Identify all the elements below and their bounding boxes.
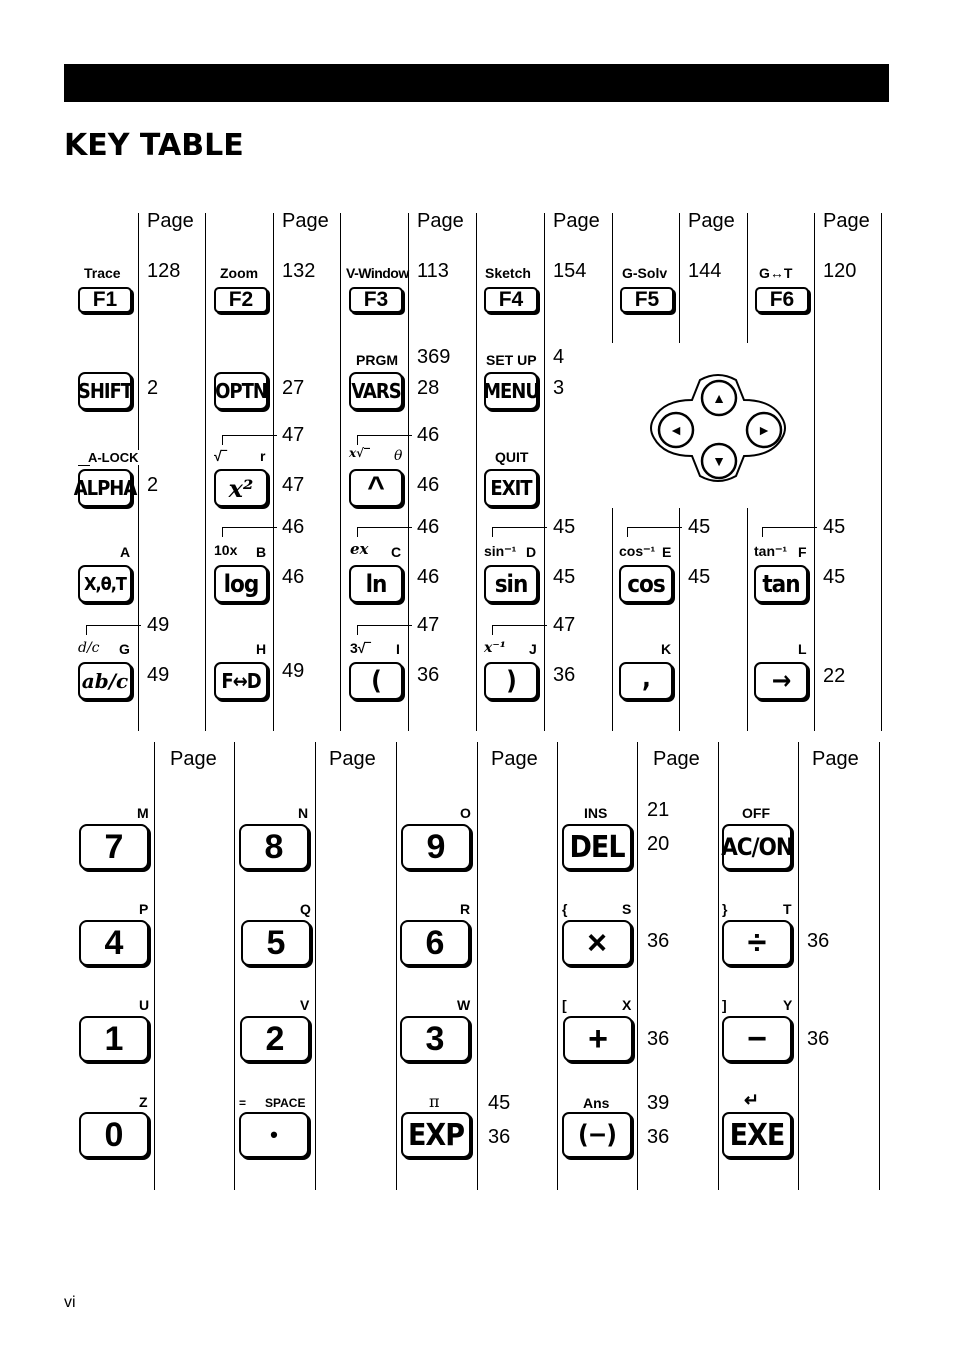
page-number: 36 [647,1126,670,1148]
fd-key[interactable]: F↔D [214,662,268,700]
page-number: 46 [282,516,305,538]
key-caption: } [722,901,728,917]
page-number: 36 [553,664,576,686]
key-caption: sin⁻¹ [484,543,517,559]
key-caption: INS [584,805,608,821]
ln-key[interactable]: ln [349,565,403,603]
page-title: KEY TABLE [64,128,244,163]
key-caption: x⁻¹ [484,640,506,656]
ac-on-key[interactable]: AC/ON [722,824,792,870]
leader-line [222,435,223,445]
page-header: Page [170,748,217,770]
key-caption: K [661,641,672,657]
leader-line [357,435,412,436]
page-number: 20 [647,833,670,855]
page-number: 45 [823,566,846,588]
key-caption: √‾ [214,448,227,464]
page-header: Page [282,210,329,232]
tan-key[interactable]: tan [754,565,808,603]
key-caption: Sketch [485,265,531,281]
leader-line [762,527,763,537]
key-caption: L [798,641,807,657]
page-number: 21 [647,799,670,821]
leader-line [357,625,412,626]
key-caption: D [526,544,537,560]
page-number: 27 [282,377,305,399]
column-divider [544,213,545,731]
page-number: 36 [647,930,670,952]
up-arrow-icon[interactable]: ▲ [712,390,726,406]
key-caption: T [783,901,792,917]
column-divider [637,742,638,1190]
key-caption: SET UP [486,352,537,368]
page-number: 120 [823,260,857,282]
page-number: 144 [688,260,722,282]
page-number: 28 [417,377,440,399]
column-divider [679,213,680,343]
digit-2-key[interactable]: 2 [240,1016,310,1062]
key-caption: { [562,901,568,917]
column-divider [477,742,478,1190]
key-caption: Q [300,901,311,917]
exp-key[interactable]: EXP [401,1112,471,1158]
page-number: 45 [688,516,711,538]
leader-line [86,625,87,635]
digit-8-key[interactable]: 8 [239,824,309,870]
page-number: 36 [417,664,440,686]
leader-line [222,527,223,537]
key-caption: d/c [78,640,100,656]
return-icon: ↵ [744,1090,760,1110]
digit-6-key[interactable]: 6 [400,920,470,966]
page-header: Page [491,748,538,770]
exe-key[interactable]: EXE [722,1112,792,1158]
key-caption: PRGM [356,352,398,368]
leader-line [492,527,547,528]
key-caption: N [298,805,309,821]
key-caption: W [457,997,471,1013]
column-divider [234,742,235,1190]
digit-1-key[interactable]: 1 [79,1016,149,1062]
leader-line [357,625,358,635]
key-caption: 3√‾ [350,640,371,656]
square-key[interactable]: x² [214,469,268,507]
page-number: 3 [553,377,565,399]
page-number: 47 [417,614,440,636]
page-header: Page [688,210,735,232]
leader-line [222,527,277,528]
page-number: 2 [147,377,159,399]
leader-line [357,527,412,528]
leader-line [357,435,358,445]
key-caption: x√‾ [349,446,371,460]
column-divider [718,742,719,1190]
page-number: 49 [282,660,305,682]
page-number: 22 [823,665,846,687]
cos-key[interactable]: cos [619,565,673,603]
del-key[interactable]: DEL [562,824,632,870]
column-divider [612,508,613,731]
page-number: 4 [553,346,565,368]
cursor-pad[interactable] [648,372,788,484]
page-header: Page [653,748,700,770]
page-number: 45 [488,1092,511,1114]
key-caption: J [529,641,537,657]
key-caption: A-LOCK [78,449,141,465]
sin-key[interactable]: sin [484,565,538,603]
page-number: 45 [823,516,846,538]
minus-key[interactable]: − [722,1016,792,1062]
leader-line [762,527,817,528]
leader-line [492,625,547,626]
f1-key[interactable]: F1 [78,287,132,313]
key-caption: tan⁻¹ [754,543,788,559]
digit-7-key[interactable]: 7 [79,824,149,870]
key-caption: ] [722,997,727,1013]
page-number: 2 [147,474,159,496]
page-header: Page [147,210,194,232]
comma-key[interactable]: , [619,662,673,700]
key-caption: θ [394,448,403,464]
key-caption: SPACE [265,1096,306,1110]
column-divider [747,213,748,343]
key-caption: [ [562,997,567,1013]
page-header: Page [329,748,376,770]
key-caption: Ans [583,1095,610,1111]
key-caption: Y [783,997,793,1013]
leader-line [86,625,141,626]
key-caption: Zoom [220,265,259,281]
key-caption: π [429,1092,440,1111]
page-number: 46 [417,474,440,496]
key-caption: M [137,805,149,821]
power-key[interactable]: ^ [349,469,403,507]
key-caption: OFF [742,805,770,821]
column-divider [814,213,815,731]
divide-key[interactable]: ÷ [722,920,792,966]
page-number: 128 [147,260,181,282]
key-caption: V [300,997,310,1013]
digit-4-key[interactable]: 4 [79,920,149,966]
digit-0-key[interactable]: 0 [79,1112,149,1158]
key-caption: QUIT [495,449,529,465]
page-number: 49 [147,614,170,636]
column-divider [679,508,680,731]
key-caption: X [622,997,632,1013]
column-divider [396,742,397,1190]
digit-3-key[interactable]: 3 [400,1016,470,1062]
key-caption: 10x [214,542,238,558]
leader-line [492,527,493,537]
key-caption: C [391,544,402,560]
column-divider [154,742,155,1190]
column-divider [798,742,799,1190]
key-caption: ex [350,540,369,558]
left-arrow-icon[interactable]: ◄ [669,422,683,438]
column-divider [557,742,558,1190]
key-caption: U [139,997,150,1013]
fraction-key[interactable]: ab/c [78,662,132,700]
f4-key[interactable]: F4 [484,287,538,313]
decimal-point-key[interactable]: • [239,1112,309,1158]
page-number: 47 [282,424,305,446]
column-divider [881,213,882,731]
key-caption: A [120,544,131,560]
column-divider [273,213,274,731]
page-header: Page [812,748,859,770]
alpha-key[interactable]: ALPHA [78,469,132,507]
page-number: 45 [553,566,576,588]
open-paren-key[interactable]: ( [349,662,403,700]
page-number: 49 [147,664,170,686]
shift-key[interactable]: SHIFT [78,372,132,410]
column-divider [879,742,880,1190]
f2-key[interactable]: F2 [214,287,268,313]
vars-key[interactable]: VARS [349,372,403,410]
page-number: 46 [417,424,440,446]
key-caption: G [119,641,130,657]
page-number: 36 [488,1126,511,1148]
exit-key[interactable]: EXIT [484,469,538,507]
key-caption: H [256,641,267,657]
page-number-footer: vi [64,1294,76,1311]
page-number: 39 [647,1092,670,1114]
column-divider [205,213,206,731]
page-number: 45 [688,566,711,588]
digit-5-key[interactable]: 5 [241,920,311,966]
negative-key[interactable]: (−) [562,1112,632,1158]
f3-key[interactable]: F3 [349,287,403,313]
leader-line [222,435,277,436]
page-number: 113 [417,260,449,282]
column-divider [340,213,341,731]
leader-line [627,527,628,537]
f6-key[interactable]: F6 [755,287,809,313]
leader-line [357,527,358,537]
key-caption: O [460,805,471,821]
right-arrow-icon[interactable]: ► [757,422,771,438]
key-caption: S [622,901,632,917]
page-number: 46 [282,566,305,588]
column-divider [612,213,613,343]
close-paren-key[interactable]: ) [484,662,538,700]
key-caption: P [139,901,149,917]
optn-key[interactable]: OPTN [214,372,268,410]
store-arrow-key[interactable]: → [754,662,808,700]
page-number: 36 [807,930,830,952]
key-caption: B [256,544,267,560]
page-number: 46 [417,516,440,538]
key-caption: Trace [84,265,121,281]
key-caption: I [396,641,400,657]
page-number: 47 [282,474,305,496]
column-divider [408,213,409,731]
page-header: Page [823,210,870,232]
key-caption: V-Window [346,265,409,281]
page-number: 46 [417,566,440,588]
column-divider [747,508,748,731]
leader-line [492,625,493,635]
f5-key[interactable]: F5 [620,287,674,313]
key-caption: G-Solv [622,265,668,281]
key-caption: E [662,544,672,560]
column-divider [315,742,316,1190]
key-caption: = [239,1096,247,1110]
key-caption: F [798,544,807,560]
key-caption: G↔T [759,265,793,281]
key-caption: cos⁻¹ [619,543,656,559]
page-number: 36 [647,1028,670,1050]
key-caption: r [260,448,266,464]
page-number: 154 [553,260,587,282]
page-number: 45 [553,516,576,538]
down-arrow-icon[interactable]: ▼ [712,453,726,469]
page-number: 36 [807,1028,830,1050]
leader-line [627,527,682,528]
column-divider [476,213,477,731]
plus-key[interactable]: + [563,1016,633,1062]
digit-9-key[interactable]: 9 [401,824,471,870]
log-key[interactable]: log [214,565,268,603]
key-caption: R [460,901,471,917]
xthetat-key[interactable]: X,θ,T [78,565,132,603]
page-number: 132 [282,260,316,282]
menu-key[interactable]: MENU [484,372,538,410]
page-number: 47 [553,614,576,636]
page-header: Page [553,210,600,232]
key-caption: Z [139,1094,148,1110]
column-divider [138,213,139,731]
header-bar [64,64,889,102]
multiply-key[interactable]: × [562,920,632,966]
page-number: 369 [417,346,451,368]
page-header: Page [417,210,464,232]
